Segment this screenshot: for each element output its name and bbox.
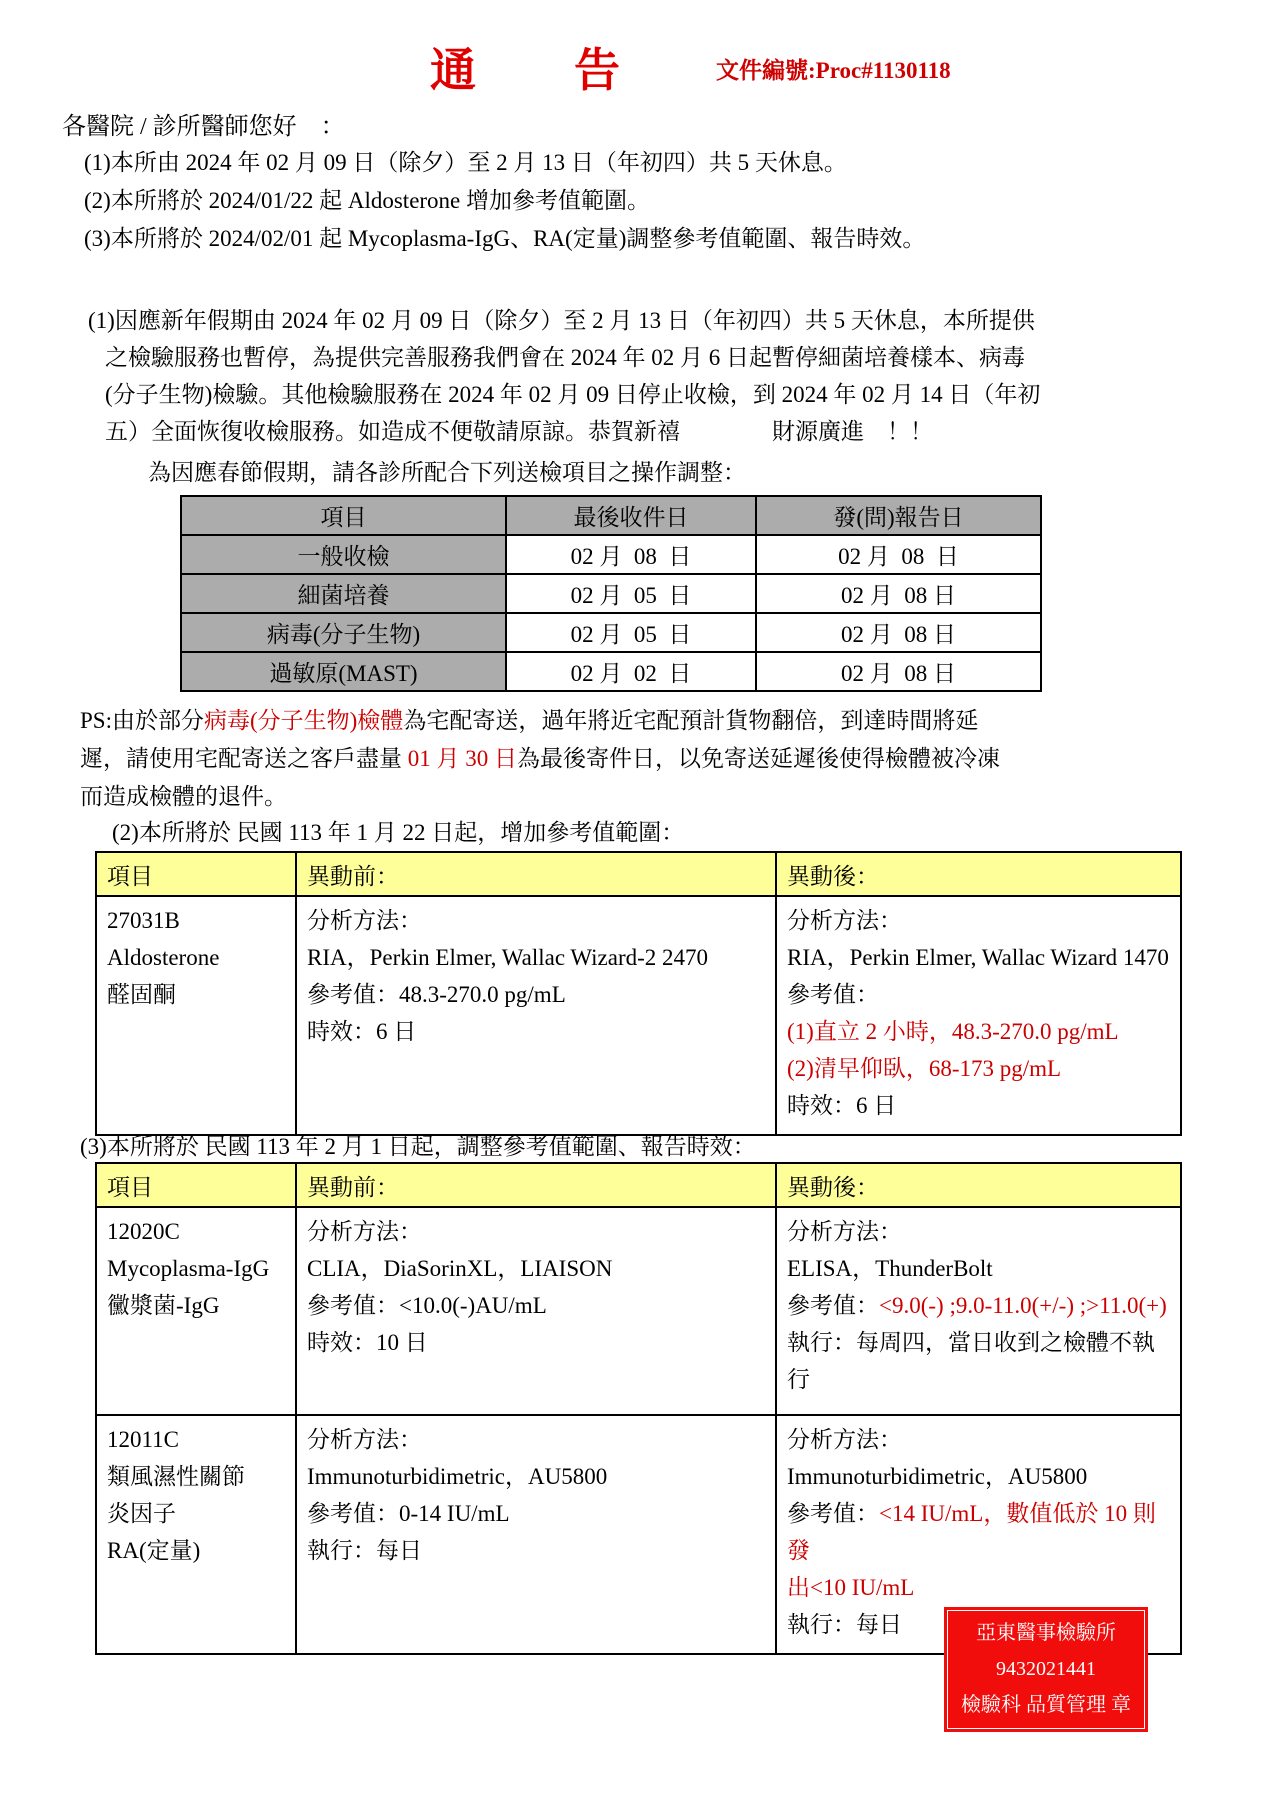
- ref-value-red: <9.0(-) ;9.0-11.0(+/-) ;>11.0(+): [879, 1293, 1167, 1318]
- ps-text: 為最後寄件日，以免寄送延遲後使得檢體被冷凍: [517, 746, 1000, 771]
- ref-header-before: 異動前：: [296, 1163, 776, 1207]
- after-line: 分析方法：: [787, 1427, 902, 1452]
- aldosterone-change-table: [95, 851, 1182, 1136]
- after-line: 執行：每日: [787, 1612, 902, 1637]
- summary-list: [84, 144, 925, 258]
- ref-before-cell: [296, 1207, 776, 1415]
- schedule-header-last-day: 最後收件日: [506, 496, 756, 535]
- ps-line-1: [80, 702, 1200, 740]
- ps-red-date: 01 月 30 日: [407, 746, 517, 771]
- item-name-zh: 類風濕性關節: [107, 1464, 245, 1489]
- table-row: [181, 613, 1041, 652]
- schedule-report-cell: 02 月 08 日: [756, 652, 1041, 691]
- before-line: 時效：10 日: [307, 1330, 428, 1355]
- paragraph-line: 之檢驗服務也暫停，為提供完善服務我們會在 2024 年 02 月 6 日起暫停細菌培養樣本、病毒: [105, 345, 1025, 370]
- after-line-red: 出<10 IU/mL: [787, 1575, 915, 1600]
- schedule-item-cell: 細菌培養: [181, 574, 506, 613]
- stamp-lab-name: 亞東醫事檢驗所: [976, 1622, 1116, 1644]
- table-row: [96, 896, 1181, 1135]
- lab-stamp: [944, 1607, 1148, 1732]
- ref-label: 參考值：: [787, 1293, 879, 1318]
- ref-item-cell: [96, 896, 296, 1135]
- paragraph-line: 五）全面恢復收檢服務。如造成不便敬請原諒。恭賀新禧 財源廣進 ！！: [105, 419, 933, 444]
- section3-heading: (3)本所將於 民國 113 年 2 月 1 日起，調整參考值範圍、報告時效：: [80, 1134, 756, 1159]
- adjustment-change-table: [95, 1162, 1182, 1655]
- ps-note: [80, 702, 1200, 816]
- after-line-red: (1)直立 2 小時，48.3-270.0 pg/mL: [787, 1019, 1119, 1044]
- schedule-report-cell: 02 月 08 日: [756, 535, 1041, 574]
- after-line: 執行：每周四，當日收到之檢體不執行: [787, 1330, 1155, 1392]
- item-name-zh: 炎因子: [107, 1501, 176, 1526]
- before-line: 執行：每日: [307, 1538, 422, 1563]
- schedule-report-cell: 02 月 08 日: [756, 574, 1041, 613]
- after-line: 時效：6 日: [787, 1093, 897, 1118]
- ps-line-3: 而造成檢體的退件。: [80, 784, 287, 809]
- after-line: 分析方法：: [787, 1219, 902, 1244]
- ref-header-row: [96, 1163, 1181, 1207]
- item-code: 12020C: [107, 1219, 180, 1244]
- schedule-last-cell: 02 月 02 日: [506, 652, 756, 691]
- before-line: 參考值：0-14 IU/mL: [307, 1501, 510, 1526]
- ref-item-cell: [96, 1415, 296, 1654]
- paragraph-line: (分子生物)檢驗。其他檢驗服務在 2024 年 02 月 09 日停止收檢，到 2024 年 02 月 14 日（年初: [105, 382, 1041, 407]
- schedule-table-intro: 為因應春節假期，請各診所配合下列送檢項目之操作調整：: [148, 460, 746, 485]
- after-line: Immunoturbidimetric，AU5800: [787, 1464, 1088, 1489]
- ref-item-cell: [96, 1207, 296, 1415]
- page-title: 通 告: [430, 45, 622, 96]
- before-line: 時效：6 日: [307, 1019, 417, 1044]
- ref-header-before: 異動前：: [296, 852, 776, 896]
- after-line: 分析方法：: [787, 908, 902, 933]
- section2-heading: (2)本所將於 民國 113 年 1 月 22 日起，增加參考值範圍：: [112, 820, 685, 845]
- item-code: 12011C: [107, 1427, 179, 1452]
- ps-text: 遲，請使用宅配寄送之客戶盡量: [80, 746, 408, 771]
- before-line: RIA，Perkin Elmer, Wallac Wizard-2 2470: [307, 945, 709, 970]
- schedule-report-cell: 02 月 08 日: [756, 613, 1041, 652]
- ref-before-cell: [296, 896, 776, 1135]
- ref-after-cell: [776, 1207, 1181, 1415]
- before-line: 參考值：48.3-270.0 pg/mL: [307, 982, 566, 1007]
- summary-item-3: (3)本所將於 2024/02/01 起 Mycoplasma-IgG、RA(定量)調整參考值範圍、報告時效。: [84, 226, 926, 251]
- item-name-zh: RA(定量): [107, 1538, 201, 1563]
- ref-header-after: 異動後：: [776, 852, 1181, 896]
- schedule-last-cell: 02 月 05 日: [506, 613, 756, 652]
- ref-before-cell: [296, 1415, 776, 1654]
- schedule-last-cell: 02 月 08 日: [506, 535, 756, 574]
- table-row: [181, 574, 1041, 613]
- schedule-item-cell: 病毒(分子生物): [181, 613, 506, 652]
- item-name-zh: 醛固酮: [107, 982, 176, 1007]
- before-line: 分析方法：: [307, 1427, 422, 1452]
- ps-red-highlight: 病毒(分子生物)檢體: [203, 708, 404, 733]
- before-line: 分析方法：: [307, 908, 422, 933]
- ref-header-item: 項目: [96, 1163, 296, 1207]
- after-line-mixed: [787, 1287, 1170, 1324]
- document-number: 文件編號:Proc#1130118: [716, 58, 951, 83]
- ps-line-2: [80, 740, 1200, 778]
- ref-header-item: 項目: [96, 852, 296, 896]
- table-row: [181, 535, 1041, 574]
- schedule-item-cell: 一般收檢: [181, 535, 506, 574]
- item-name-zh: 黴漿菌-IgG: [107, 1293, 220, 1318]
- stamp-number: 9432021441: [996, 1658, 1096, 1680]
- item-name-en: Mycoplasma-IgG: [107, 1256, 270, 1281]
- after-line: RIA，Perkin Elmer, Wallac Wizard 1470: [787, 945, 1169, 970]
- table-row: [96, 1207, 1181, 1415]
- ref-header-after: 異動後：: [776, 1163, 1181, 1207]
- ref-header-row: [96, 852, 1181, 896]
- schedule-header-row: [181, 496, 1041, 535]
- ps-text: 為宅配寄送，過年將近宅配預計貨物翻倍，到達時間將延: [403, 708, 979, 733]
- summary-item-1: (1)本所由 2024 年 02 月 09 日（除夕）至 2 月 13 日（年初四）共 5 天休息。: [84, 150, 847, 175]
- ref-label: 參考值：: [787, 1501, 879, 1526]
- before-line: 參考值：<10.0(-)AU/mL: [307, 1293, 547, 1318]
- before-line: CLIA，DiaSorinXL，LIAISON: [307, 1256, 613, 1281]
- greeting-line: 各醫院 / 診所醫師您好 ：: [62, 114, 345, 140]
- before-line: 分析方法：: [307, 1219, 422, 1244]
- summary-item-2: (2)本所將於 2024/01/22 起 Aldosterone 增加參考值範圍。: [84, 188, 651, 213]
- after-line: 參考值：: [787, 982, 879, 1007]
- ref-after-cell: [776, 896, 1181, 1135]
- after-line-red: (2)清早仰臥，68-173 pg/mL: [787, 1056, 1062, 1081]
- schedule-header-item: 項目: [181, 496, 506, 535]
- schedule-header-report-day: 發(問)報告日: [756, 496, 1041, 535]
- item-name-en: Aldosterone: [107, 945, 220, 970]
- ps-text: PS:由於部分: [80, 708, 204, 733]
- after-line: ELISA，ThunderBolt: [787, 1256, 993, 1281]
- before-line: Immunoturbidimetric，AU5800: [307, 1464, 608, 1489]
- paragraph-line: (1)因應新年假期由 2024 年 02 月 09 日（除夕）至 2 月 13 日（年初四）共 5 天休息，本所提供: [88, 308, 1035, 333]
- schedule-last-cell: 02 月 05 日: [506, 574, 756, 613]
- schedule-item-cell: 過敏原(MAST): [181, 652, 506, 691]
- after-line-mixed: [787, 1495, 1170, 1569]
- table-row: [181, 652, 1041, 691]
- ref-value-red: <14 IU/mL，數值低於 10 則發: [787, 1501, 1156, 1563]
- holiday-schedule-table: [180, 495, 1042, 692]
- stamp-department: 檢驗科 品質管理 章: [961, 1694, 1131, 1716]
- item-code: 27031B: [107, 908, 180, 933]
- holiday-paragraph: [88, 302, 1218, 450]
